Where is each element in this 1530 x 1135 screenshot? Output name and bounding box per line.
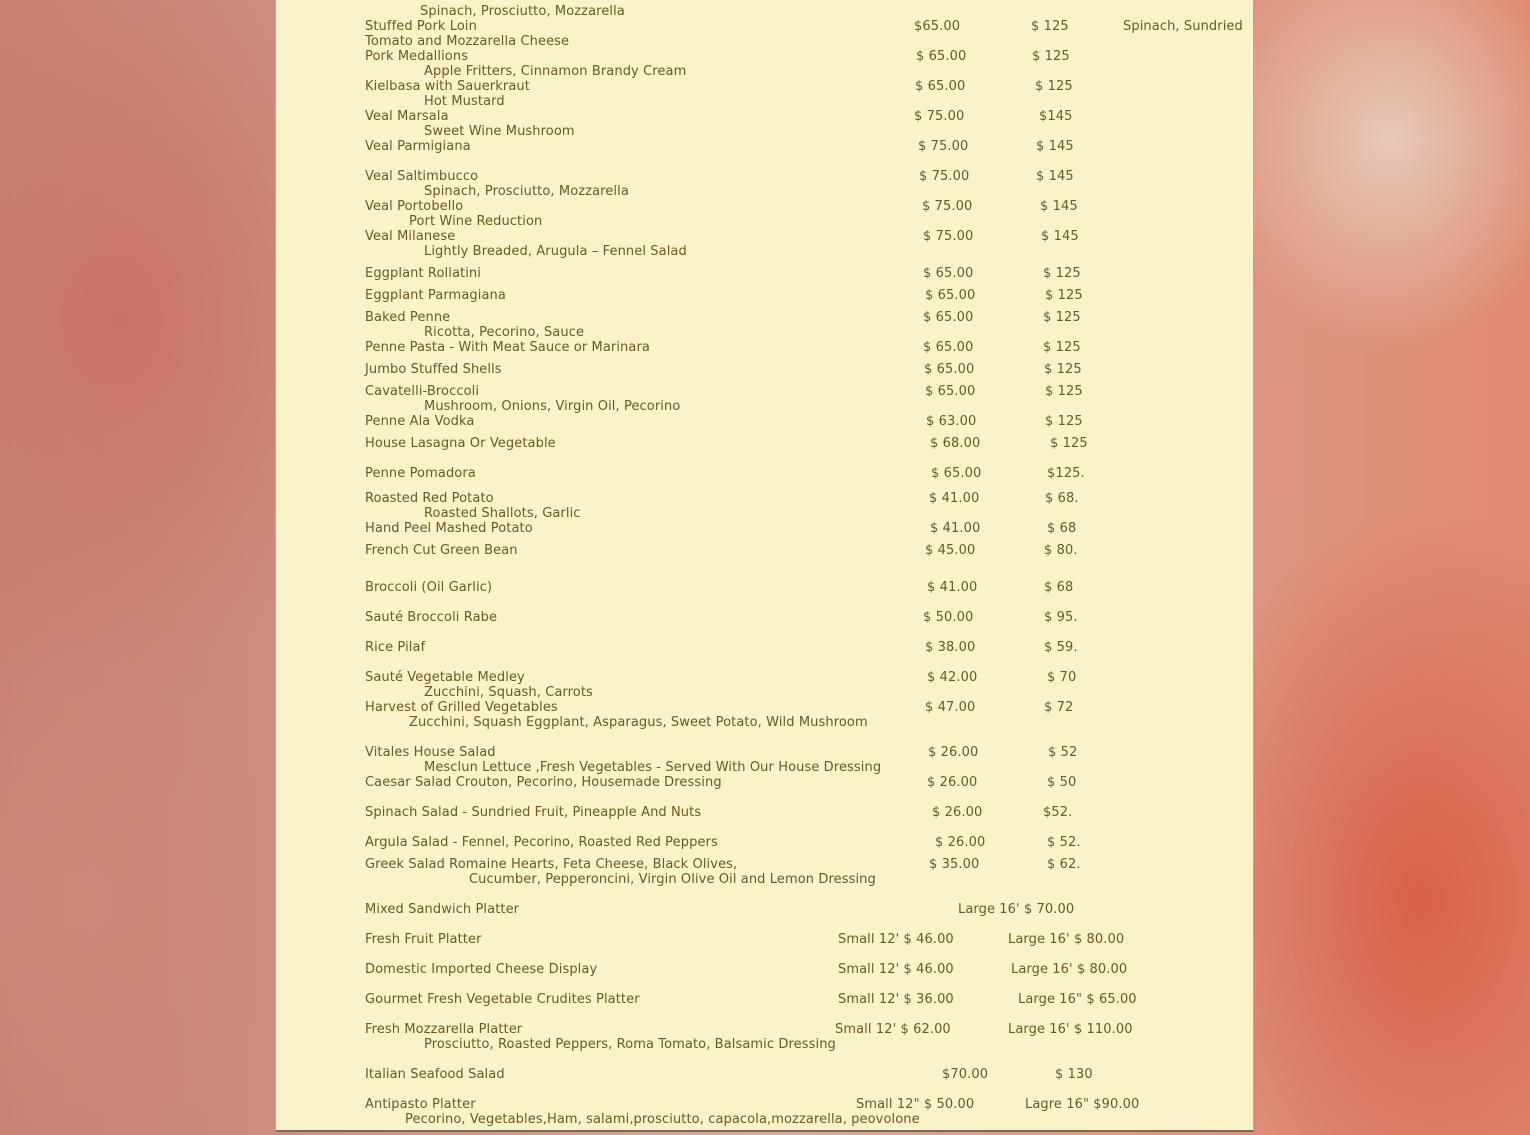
menu-text: $ 65.00 <box>924 362 975 377</box>
menu-text: $ 41.00 <box>930 521 981 536</box>
menu-text: $ 68. <box>1045 491 1079 506</box>
menu-text: Italian Seafood Salad <box>365 1067 505 1082</box>
menu-text: Veal Milanese <box>365 229 456 244</box>
menu-text: Baked Penne <box>365 310 451 325</box>
menu-text: Roasted Shallots, Garlic <box>424 506 581 521</box>
menu-text: Harvest of Grilled Vegetables <box>365 700 558 715</box>
menu-text: Small 12' $ 46.00 <box>838 932 954 947</box>
menu-text: $ 125 <box>1043 266 1081 281</box>
menu-text: Sauté Broccoli Rabe <box>365 610 498 625</box>
menu-text: $ 125 <box>1043 310 1081 325</box>
menu-text: $ 125 <box>1043 340 1081 355</box>
menu-text: Veal Portobello <box>365 199 464 214</box>
menu-text: $ 65.00 <box>925 384 976 399</box>
menu-text: $52. <box>1043 805 1073 820</box>
menu-text: $125. <box>1047 466 1085 481</box>
menu-text: Small 12" $ 50.00 <box>856 1097 975 1112</box>
menu-text: $ 50.00 <box>923 610 974 625</box>
menu-text: Caesar Salad Crouton, Pecorino, Housemade Dressing <box>365 775 722 790</box>
menu-text: Eggplant Parmagiana <box>365 288 506 303</box>
menu-text: Stuffed Pork Loin <box>365 19 477 34</box>
menu-text: $ 65.00 <box>923 310 974 325</box>
menu-text: $ 95. <box>1044 610 1078 625</box>
menu-text: $ 41.00 <box>929 491 980 506</box>
menu-text: Vitales House Salad <box>365 745 496 760</box>
menu-text: $ 75.00 <box>923 229 974 244</box>
menu-text: $ 80. <box>1044 543 1078 558</box>
menu-text: Hand Peel Mashed Potato <box>365 521 533 536</box>
menu-text: Hot Mustard <box>424 94 505 109</box>
menu-text: $ 75.00 <box>922 199 973 214</box>
menu-text: Spinach, Sundried <box>1123 19 1243 34</box>
menu-text: $65.00 <box>914 19 961 34</box>
menu-text: $ 68.00 <box>930 436 981 451</box>
menu-text: Small 12' $ 62.00 <box>835 1022 951 1037</box>
menu-text: Zucchini, Squash Eggplant, Asparagus, Sweet Potato, Wild Mushroom <box>409 715 868 730</box>
menu-text: $ 26.00 <box>927 775 978 790</box>
menu-text: Veal Parmigiana <box>365 139 471 154</box>
menu-text: Sweet Wine Mushroom <box>424 124 575 139</box>
menu-text: Small 12' $ 46.00 <box>838 962 954 977</box>
menu-text: Cavatelli-Broccoli <box>365 384 480 399</box>
menu-text: $ 52 <box>1048 745 1078 760</box>
menu-text: $ 125 <box>1044 362 1082 377</box>
menu-text: $ 72 <box>1044 700 1074 715</box>
menu-text: $ 62. <box>1047 857 1081 872</box>
menu-text: $ 125 <box>1045 288 1083 303</box>
menu-text: Sauté Vegetable Medley <box>365 670 525 685</box>
menu-text: $ 38.00 <box>925 640 976 655</box>
menu-text: $ 125 <box>1045 384 1083 399</box>
menu-text: $ 65.00 <box>923 266 974 281</box>
menu-text: Spinach, Prosciutto, Mozzarella <box>420 4 625 19</box>
menu-text: $ 26.00 <box>932 805 983 820</box>
menu-text: Greek Salad Romaine Hearts, Feta Cheese, Black Olives, <box>365 857 738 872</box>
menu-text: Pecorino, Vegetables,Ham, salami,prosciutto, capacola,mozzarella, peovolone <box>405 1112 920 1127</box>
menu-text: Mushroom, Onions, Virgin Oil, Pecorino <box>424 399 681 414</box>
menu-text: $ 26.00 <box>928 745 979 760</box>
menu-text: Penne Ala Vodka <box>365 414 475 429</box>
menu-text: Fresh Mozzarella Platter <box>365 1022 523 1037</box>
menu-text: $ 45.00 <box>925 543 976 558</box>
menu-text: $ 47.00 <box>925 700 976 715</box>
menu-text: $ 42.00 <box>927 670 978 685</box>
menu-text: $ 50 <box>1047 775 1077 790</box>
menu-text: Mesclun Lettuce ,Fresh Vegetables - Served With Our House Dressing <box>424 760 882 775</box>
menu-text: $ 35.00 <box>929 857 980 872</box>
menu-text: $ 125 <box>1050 436 1088 451</box>
menu-text: Argula Salad - Fennel, Pecorino, Roasted Red Peppers <box>365 835 718 850</box>
menu-text: Roasted Red Potato <box>365 491 494 506</box>
menu-text: Apple Fritters, Cinnamon Brandy Cream <box>424 64 687 79</box>
menu-text: $ 65.00 <box>923 340 974 355</box>
menu-text: Jumbo Stuffed Shells <box>365 362 502 377</box>
menu-text: Large 16' $ 80.00 <box>1008 932 1125 947</box>
menu-text: $ 75.00 <box>919 169 970 184</box>
menu-text: $ 41.00 <box>927 580 978 595</box>
menu-text: $ 65.00 <box>931 466 982 481</box>
menu-text: Tomato and Mozzarella Cheese <box>365 34 570 49</box>
menu-text: Large 16" $ 65.00 <box>1018 992 1137 1007</box>
menu-text: $ 65.00 <box>916 49 967 64</box>
menu-text: Lightly Breaded, Arugula – Fennel Salad <box>424 244 687 259</box>
menu-text: Domestic Imported Cheese Display <box>365 962 598 977</box>
menu-text: $ 130 <box>1055 1067 1093 1082</box>
menu-text: $ 26.00 <box>935 835 986 850</box>
menu-text: $ 125 <box>1032 49 1070 64</box>
menu-text: $ 145 <box>1040 199 1078 214</box>
menu-text: Ricotta, Pecorino, Sauce <box>424 325 585 340</box>
menu-text: Pork Medallions <box>365 49 469 64</box>
menu-text: $ 125 <box>1035 79 1073 94</box>
menu-text: French Cut Green Bean <box>365 543 518 558</box>
menu-text: $ 70 <box>1047 670 1077 685</box>
menu-text: Broccoli (Oil Garlic) <box>365 580 493 595</box>
menu-text: $ 68 <box>1047 521 1077 536</box>
menu-text: $ 65.00 <box>915 79 966 94</box>
menu-text: $145 <box>1039 109 1073 124</box>
menu-text: $ 145 <box>1036 169 1074 184</box>
menu-text: $ 63.00 <box>926 414 977 429</box>
menu-text: Zucchini, Squash, Carrots <box>424 685 593 700</box>
menu-text: $ 145 <box>1041 229 1079 244</box>
menu-text: Spinach, Prosciutto, Mozzarella <box>424 184 629 199</box>
menu-text: $ 75.00 <box>918 139 969 154</box>
menu-text: Lagre 16" $90.00 <box>1025 1097 1140 1112</box>
menu-text: Prosciutto, Roasted Peppers, Roma Tomato, Balsamic Dressing <box>424 1037 836 1052</box>
menu-text: $ 65.00 <box>925 288 976 303</box>
menu-text: Eggplant Rollatini <box>365 266 481 281</box>
menu-text: Mixed Sandwich Platter <box>365 902 520 917</box>
menu-text: Large 16' $ 70.00 <box>958 902 1075 917</box>
menu-text: Rice Pilaf <box>365 640 426 655</box>
menu-text: Fresh Fruit Platter <box>365 932 482 947</box>
menu-text: $ 68 <box>1044 580 1074 595</box>
menu-text: Spinach Salad - Sundried Fruit, Pineapple And Nuts <box>365 805 702 820</box>
menu-text: $ 52. <box>1047 835 1081 850</box>
menu-text: Veal Marsala <box>365 109 449 124</box>
menu-text: $ 125 <box>1045 414 1083 429</box>
menu-text: Large 16' $ 80.00 <box>1011 962 1128 977</box>
menu-text: $ 125 <box>1031 19 1069 34</box>
menu-text: $ 75.00 <box>914 109 965 124</box>
menu-text: $ 59. <box>1044 640 1078 655</box>
menu-text: $ 145 <box>1036 139 1074 154</box>
menu-text: Small 12' $ 36.00 <box>838 992 954 1007</box>
menu-text: Port Wine Reduction <box>409 214 543 229</box>
menu-text: Veal Saltimbucco <box>365 169 479 184</box>
menu-text: Kielbasa with Sauerkraut <box>365 79 530 94</box>
menu-text: Large 16' $ 110.00 <box>1008 1022 1133 1037</box>
menu-text: Gourmet Fresh Vegetable Crudites Platter <box>365 992 640 1007</box>
menu-text: $70.00 <box>942 1067 989 1082</box>
menu-text: House Lasagna Or Vegetable <box>365 436 556 451</box>
menu-text: Penne Pasta - With Meat Sauce or Marinara <box>365 340 650 355</box>
menu-text: Antipasto Platter <box>365 1097 476 1112</box>
menu-text: Penne Pomadora <box>365 466 476 481</box>
menu-text: Cucumber, Pepperoncini, Virgin Olive Oil and Lemon Dressing <box>469 872 876 887</box>
